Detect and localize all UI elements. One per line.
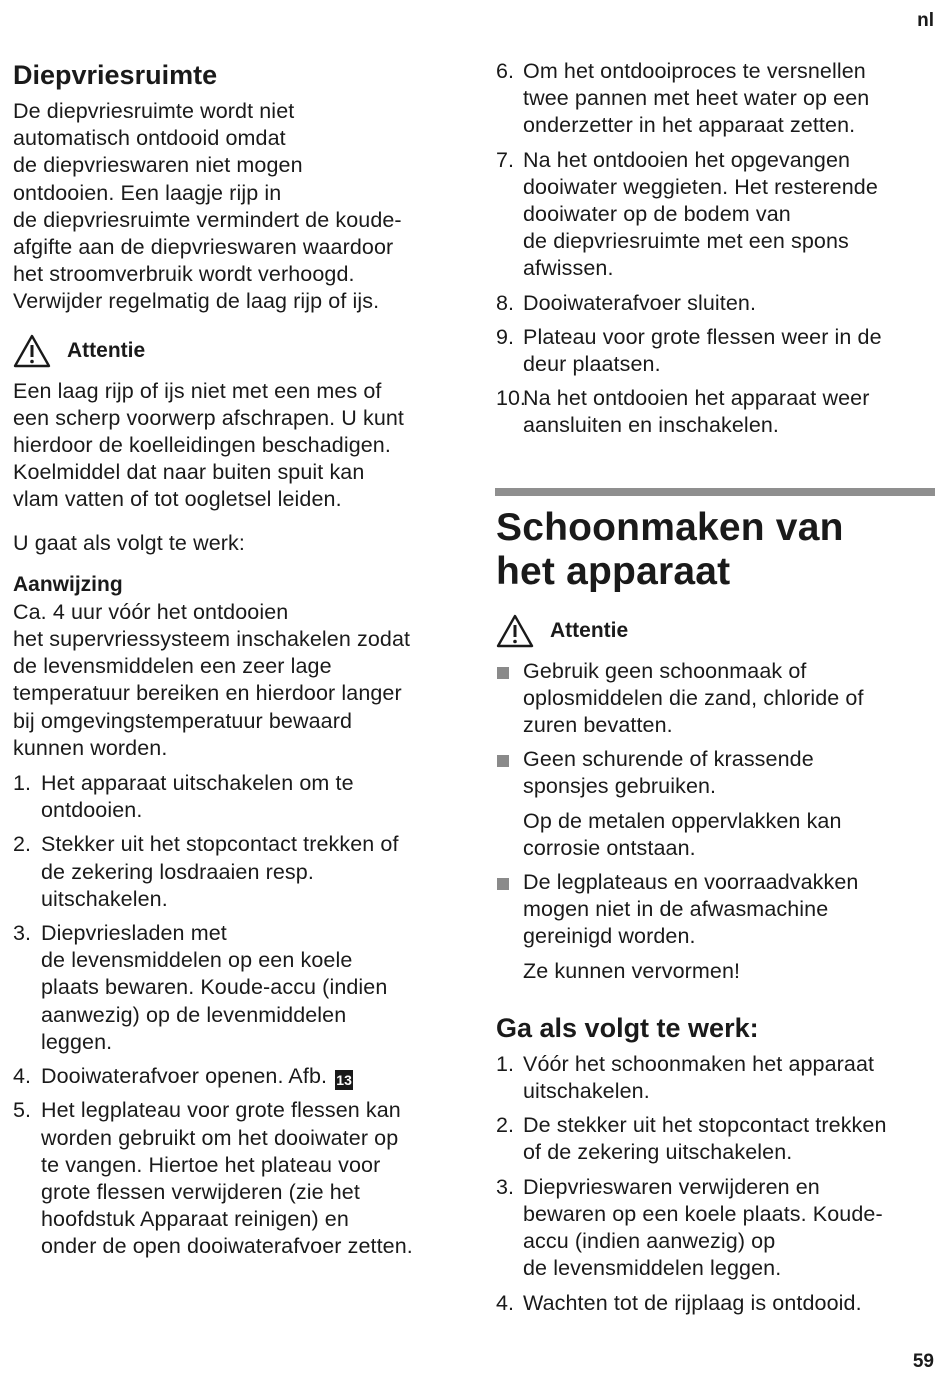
step-number: 2.	[496, 1113, 514, 1138]
bullet-note: Ze kunnen vervormen!	[523, 958, 741, 983]
attention-label: Attentie	[550, 618, 629, 642]
step-number: 7.	[496, 147, 514, 172]
step-text: Dooiwaterafvoer sluiten.	[523, 290, 757, 315]
list-item	[496, 58, 936, 140]
intro-paragraph	[13, 98, 458, 316]
attention-heading	[13, 334, 458, 368]
text-line: afgifte aan de diepvrieswaren waardoor	[13, 235, 394, 260]
figure-reference-badge: 13	[336, 1072, 353, 1089]
list-item	[13, 1097, 458, 1260]
text-line: het supervriessysteem inschakelen zodat	[13, 627, 411, 652]
attention-paragraph	[13, 378, 458, 514]
list-item	[496, 1051, 936, 1105]
step-number: 5.	[13, 1098, 31, 1123]
step-text: Na het ontdooien het apparaat weer aansluiten en inschakelen.	[523, 386, 870, 438]
step-text: Plateau voor grote flessen weer in de deur plaatsen.	[523, 324, 882, 377]
text-line: kunnen worden.	[13, 735, 168, 760]
step-number: 10.	[496, 386, 526, 411]
list-item	[496, 1290, 936, 1317]
attention-heading	[496, 614, 936, 648]
defrost-steps-list	[13, 770, 458, 1260]
text-line: Verwijder regelmatig de laag rijp of ijs.	[13, 289, 380, 314]
hint-title: Aanwijzing	[13, 572, 123, 596]
step-number: 9.	[496, 324, 514, 349]
step-text: Na het ontdooien het opgevangen dooiwater weggieten. Het resterende dooiwater op de bodem van de diepvriesruimte met een spons afwissen.	[523, 147, 878, 281]
text-line: Koelmiddel dat naar buiten spuit kan	[13, 460, 365, 485]
step-number: 1.	[496, 1051, 514, 1076]
text-line: een scherp voorwerp afschrapen. U kunt	[13, 405, 405, 430]
step-text: Stekker uit het stopcontact trekken of de zekering losdraaien resp. uitschakelen.	[41, 832, 399, 911]
list-item	[13, 770, 458, 824]
proceed-text: U gaat als volgt te werk:	[13, 530, 245, 555]
text-line: Een laag rijp of ijs niet met een mes of	[13, 378, 382, 403]
list-item	[496, 869, 936, 951]
cleaning-warnings-list	[496, 658, 936, 801]
list-item	[496, 290, 936, 317]
text-line: de levensmiddelen een zeer lage	[13, 654, 332, 679]
bullet-note: Op de metalen oppervlakken kan corrosie ontstaan.	[523, 808, 842, 860]
bullet-square-icon	[496, 746, 523, 800]
text-line: Ca. 4 uur vóór het ontdooien	[13, 599, 289, 624]
list-item	[496, 658, 936, 740]
left-column	[13, 58, 458, 1268]
step-number: 3.	[496, 1174, 514, 1199]
step-number: 3.	[13, 921, 31, 946]
bullet-text: De legplateaus en voorraadvakken mogen niet in de afwasmachine gereinigd worden.	[523, 870, 859, 949]
list-item	[496, 324, 936, 378]
step-text: Vóór het schoonmaken het apparaat uitschakelen.	[523, 1051, 875, 1104]
text-line: De diepvriesruimte wordt niet	[13, 99, 295, 123]
language-code: nl	[917, 10, 934, 31]
warning-triangle-icon	[13, 334, 51, 368]
bullet-text: Gebruik geen schoonmaak of oplosmiddelen die zand, chloride of zuren bevatten.	[523, 658, 864, 738]
step-number: 8.	[496, 290, 514, 315]
step-text: Diepvriesladen met de levensmiddelen op een koele plaats bewaren. Koude-accu (indien aanwezig) op de levenmiddelen leggen.	[41, 921, 388, 1054]
section-divider	[495, 488, 935, 496]
text-line: de diepvriesruimte vermindert de koude-	[13, 207, 402, 232]
list-item	[13, 831, 458, 913]
step-text: De stekker uit het stopcontact trekken of de zekering uitschakelen.	[523, 1113, 887, 1165]
step-text: Dooiwaterafvoer openen. Afb. 13	[41, 1064, 353, 1089]
list-item	[496, 1112, 936, 1166]
section-title-cleaning: Schoonmaken van het apparaat	[496, 505, 844, 593]
step-number: 1.	[13, 771, 31, 796]
warning-triangle-icon	[496, 614, 534, 648]
text-line: vlam vatten of tot oogletsel leiden.	[13, 487, 342, 512]
step-text: Wachten tot de rijplaag is ontdooid.	[523, 1290, 862, 1315]
page-number: 59	[912, 1351, 934, 1372]
step-number: 6.	[496, 59, 514, 83]
text-line: temperatuur bereiken en hierdoor langer	[13, 681, 402, 706]
defrost-steps-list-continued	[496, 58, 936, 440]
attention-label: Attentie	[67, 338, 146, 362]
step-text: Diepvrieswaren verwijderen en bewaren op een koele plaats. Koude- accu (indien aanwezig) op de levensmiddelen leggen.	[523, 1174, 883, 1281]
text-line: het stroomverbruik wordt verhoogd.	[13, 262, 355, 287]
step-text: Het legplateau voor grote flessen kan worden gebruikt om het dooiwater op te vangen. Hiertoe het plateau voor grote flessen verwijderen (zie het hoofdstuk Apparaat reinigen) en onder de open dooiwaterafvoer zetten.	[41, 1098, 413, 1259]
list-item	[496, 746, 936, 800]
list-item	[13, 920, 458, 1056]
text-line: de diepvrieswaren niet mogen	[13, 153, 303, 178]
text-line: hierdoor de koelleidingen beschadigen.	[13, 433, 391, 458]
step-number: 4.	[13, 1064, 31, 1089]
step-text: Het apparaat uitschakelen om te ontdooien.	[41, 771, 354, 823]
text-line: bij omgevingstemperatuur bewaard	[13, 708, 353, 733]
cleaning-warnings-list-cont	[496, 869, 936, 951]
bullet-square-icon	[496, 658, 523, 740]
right-column	[496, 58, 936, 1324]
hint-paragraph	[13, 599, 458, 762]
step-number: 2.	[13, 832, 31, 857]
list-item	[496, 1174, 936, 1283]
text-line: ontdooien. Een laagje rijp in	[13, 180, 282, 205]
procedure-title: Ga als volgt te werk:	[496, 1012, 759, 1043]
list-item	[496, 385, 936, 439]
bullet-square-icon	[496, 869, 523, 951]
step-number: 4.	[496, 1290, 514, 1315]
cleaning-steps-list	[496, 1051, 936, 1317]
list-item	[13, 1063, 458, 1090]
text-line: automatisch ontdooid omdat	[13, 126, 286, 151]
step-text: Om het ontdooiproces te versnellen twee pannen met heet water op een onderzetter in het apparaat zetten.	[523, 59, 870, 138]
bullet-text: Geen schurende of krassende sponsjes gebruiken.	[523, 747, 814, 799]
list-item	[496, 147, 936, 283]
section-title-freezer: Diepvriesruimte	[13, 60, 218, 90]
